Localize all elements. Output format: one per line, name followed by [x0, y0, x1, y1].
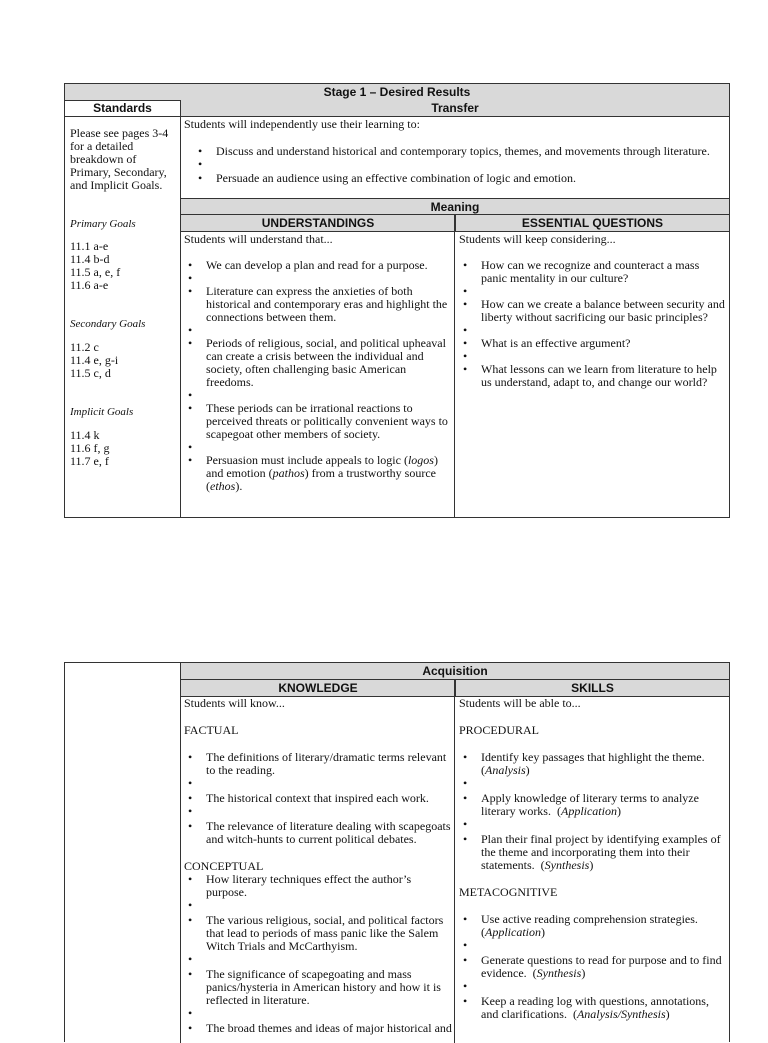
primary-goal: 11.5 a, e, f	[70, 265, 121, 279]
primary-goal: 11.4 b-d	[70, 252, 110, 266]
meaning-header: Meaning	[181, 199, 729, 215]
transfer-item: • Discuss and understand historical and contemporary topics, themes, and movements through literature.	[194, 145, 724, 158]
knowledge-intro: Students will know...	[184, 696, 285, 710]
acquisition-divider	[454, 680, 455, 1043]
standards-header-rule	[65, 116, 181, 117]
understanding-item: • These periods can be irrational reactions to perceived threats or politically convenient ways to scapegoat other members of society.	[184, 402, 452, 441]
conceptual-item: • The broad themes and ideas of major historical and	[184, 1022, 452, 1035]
primary-goal: 11.1 a-e	[70, 239, 109, 253]
essential-question: • What lessons can we learn from literature to help us understand, adapt to, and change our world?	[459, 363, 725, 389]
metacognitive-item: • Generate questions to read for purpose and to find evidence. (Synthesis)	[459, 954, 725, 980]
standards-column	[70, 127, 178, 468]
procedural-item: • Plan their final project by identifying examples of the theme and incorporating them into their statements. (Synthesis)	[459, 833, 725, 872]
skills-column	[459, 697, 725, 1021]
essential-question: • How can we recognize and counteract a mass panic mentality in our culture?	[459, 259, 725, 285]
conceptual-item: • The significance of scapegoating and mass panics/hysteria in American history and how it is reflected in literature.	[184, 968, 452, 1007]
understanding-item: • Periods of religious, social, and political upheaval can create a crisis between the individual and society, often challenging basic American freedoms.	[184, 337, 452, 389]
conceptual-item: • The various religious, social, and political factors that lead to periods of mass panic like the Salem Witch Trials and McCarthyism.	[184, 914, 452, 953]
acquisition-table	[64, 662, 730, 1042]
skills-header: SKILLS	[455, 680, 729, 697]
procedural-item: • Identify key passages that highlight the theme. (Analysis)	[459, 751, 725, 777]
secondary-goal: 11.4 e, g-i	[70, 353, 119, 367]
metacognitive-label: METACOGNITIVE	[459, 885, 558, 899]
skills-intro: Students will be able to...	[459, 696, 581, 710]
metacognitive-item: • Use active reading comprehension strategies. (Application)	[459, 913, 725, 939]
understandings-header: UNDERSTANDINGS	[181, 215, 455, 232]
meaning-divider	[454, 215, 455, 518]
metacognitive-item: • Keep a reading log with questions, annotations, and clarifications. (Analysis/Synthesis)	[459, 995, 725, 1021]
stage1-title: Stage 1 – Desired Results	[65, 84, 729, 101]
procedural-label: PROCEDURAL	[459, 723, 540, 737]
transfer-item: • Persuade an audience using an effective combination of logic and emotion.	[194, 172, 724, 185]
eq-intro: Students will keep considering...	[459, 232, 616, 246]
conceptual-label: CONCEPTUAL	[184, 859, 264, 873]
standards-header: Standards	[93, 101, 152, 115]
essential-questions-column	[459, 233, 725, 389]
acquisition-header: Acquisition	[181, 663, 729, 680]
implicit-goals-label: Implicit Goals	[70, 406, 134, 418]
standards-note: Please see pages 3-4 for a detailed breakdown of Primary, Secondary, and Implicit Goals.	[70, 126, 169, 192]
secondary-goal: 11.2 c	[70, 340, 99, 354]
secondary-goal: 11.5 c, d	[70, 366, 111, 380]
implicit-goal: 11.4 k	[70, 428, 100, 442]
understandings-column	[184, 233, 452, 493]
essential-question: • How can we create a balance between security and liberty without sacrificing our basic principles?	[459, 298, 725, 324]
knowledge-column	[184, 697, 452, 1035]
understanding-item-persuasion: • Persuasion must include appeals to logic (logos) and emotion (pathos) from a trustworthy source (ethos).	[184, 454, 452, 493]
primary-goals-label: Primary Goals	[70, 218, 136, 230]
conceptual-item: • How literary techniques effect the author’s purpose.	[184, 873, 452, 899]
transfer-section	[184, 118, 724, 185]
implicit-goal: 11.6 f, g	[70, 441, 110, 455]
transfer-header: Transfer	[181, 100, 729, 117]
factual-label: FACTUAL	[184, 723, 239, 737]
column-divider	[180, 100, 181, 518]
acquisition-left-divider	[180, 663, 181, 1043]
knowledge-header: KNOWLEDGE	[181, 680, 455, 697]
primary-goal: 11.6 a-e	[70, 278, 109, 292]
factual-item: • The definitions of literary/dramatic terms relevant to the reading.	[184, 751, 452, 777]
procedural-item: • Apply knowledge of literary terms to analyze literary works. (Application)	[459, 792, 725, 818]
transfer-intro: Students will independently use their learning to:	[184, 117, 420, 131]
factual-item: • The relevance of literature dealing with scapegoats and witch-hunts to current political debates.	[184, 820, 452, 846]
secondary-goals-label: Secondary Goals	[70, 318, 146, 330]
essential-question: • What is an effective argument?	[459, 337, 725, 350]
stage1-table	[64, 83, 730, 518]
factual-item: • The historical context that inspired each work.	[184, 792, 452, 805]
essential-questions-header: ESSENTIAL QUESTIONS	[455, 215, 729, 232]
understanding-item: • Literature can express the anxieties of both historical and contemporary eras and highlight the connections between them.	[184, 285, 452, 324]
implicit-goal: 11.7 e, f	[70, 454, 109, 468]
understanding-item: • We can develop a plan and read for a purpose.	[184, 259, 452, 272]
understandings-intro: Students will understand that...	[184, 232, 333, 246]
